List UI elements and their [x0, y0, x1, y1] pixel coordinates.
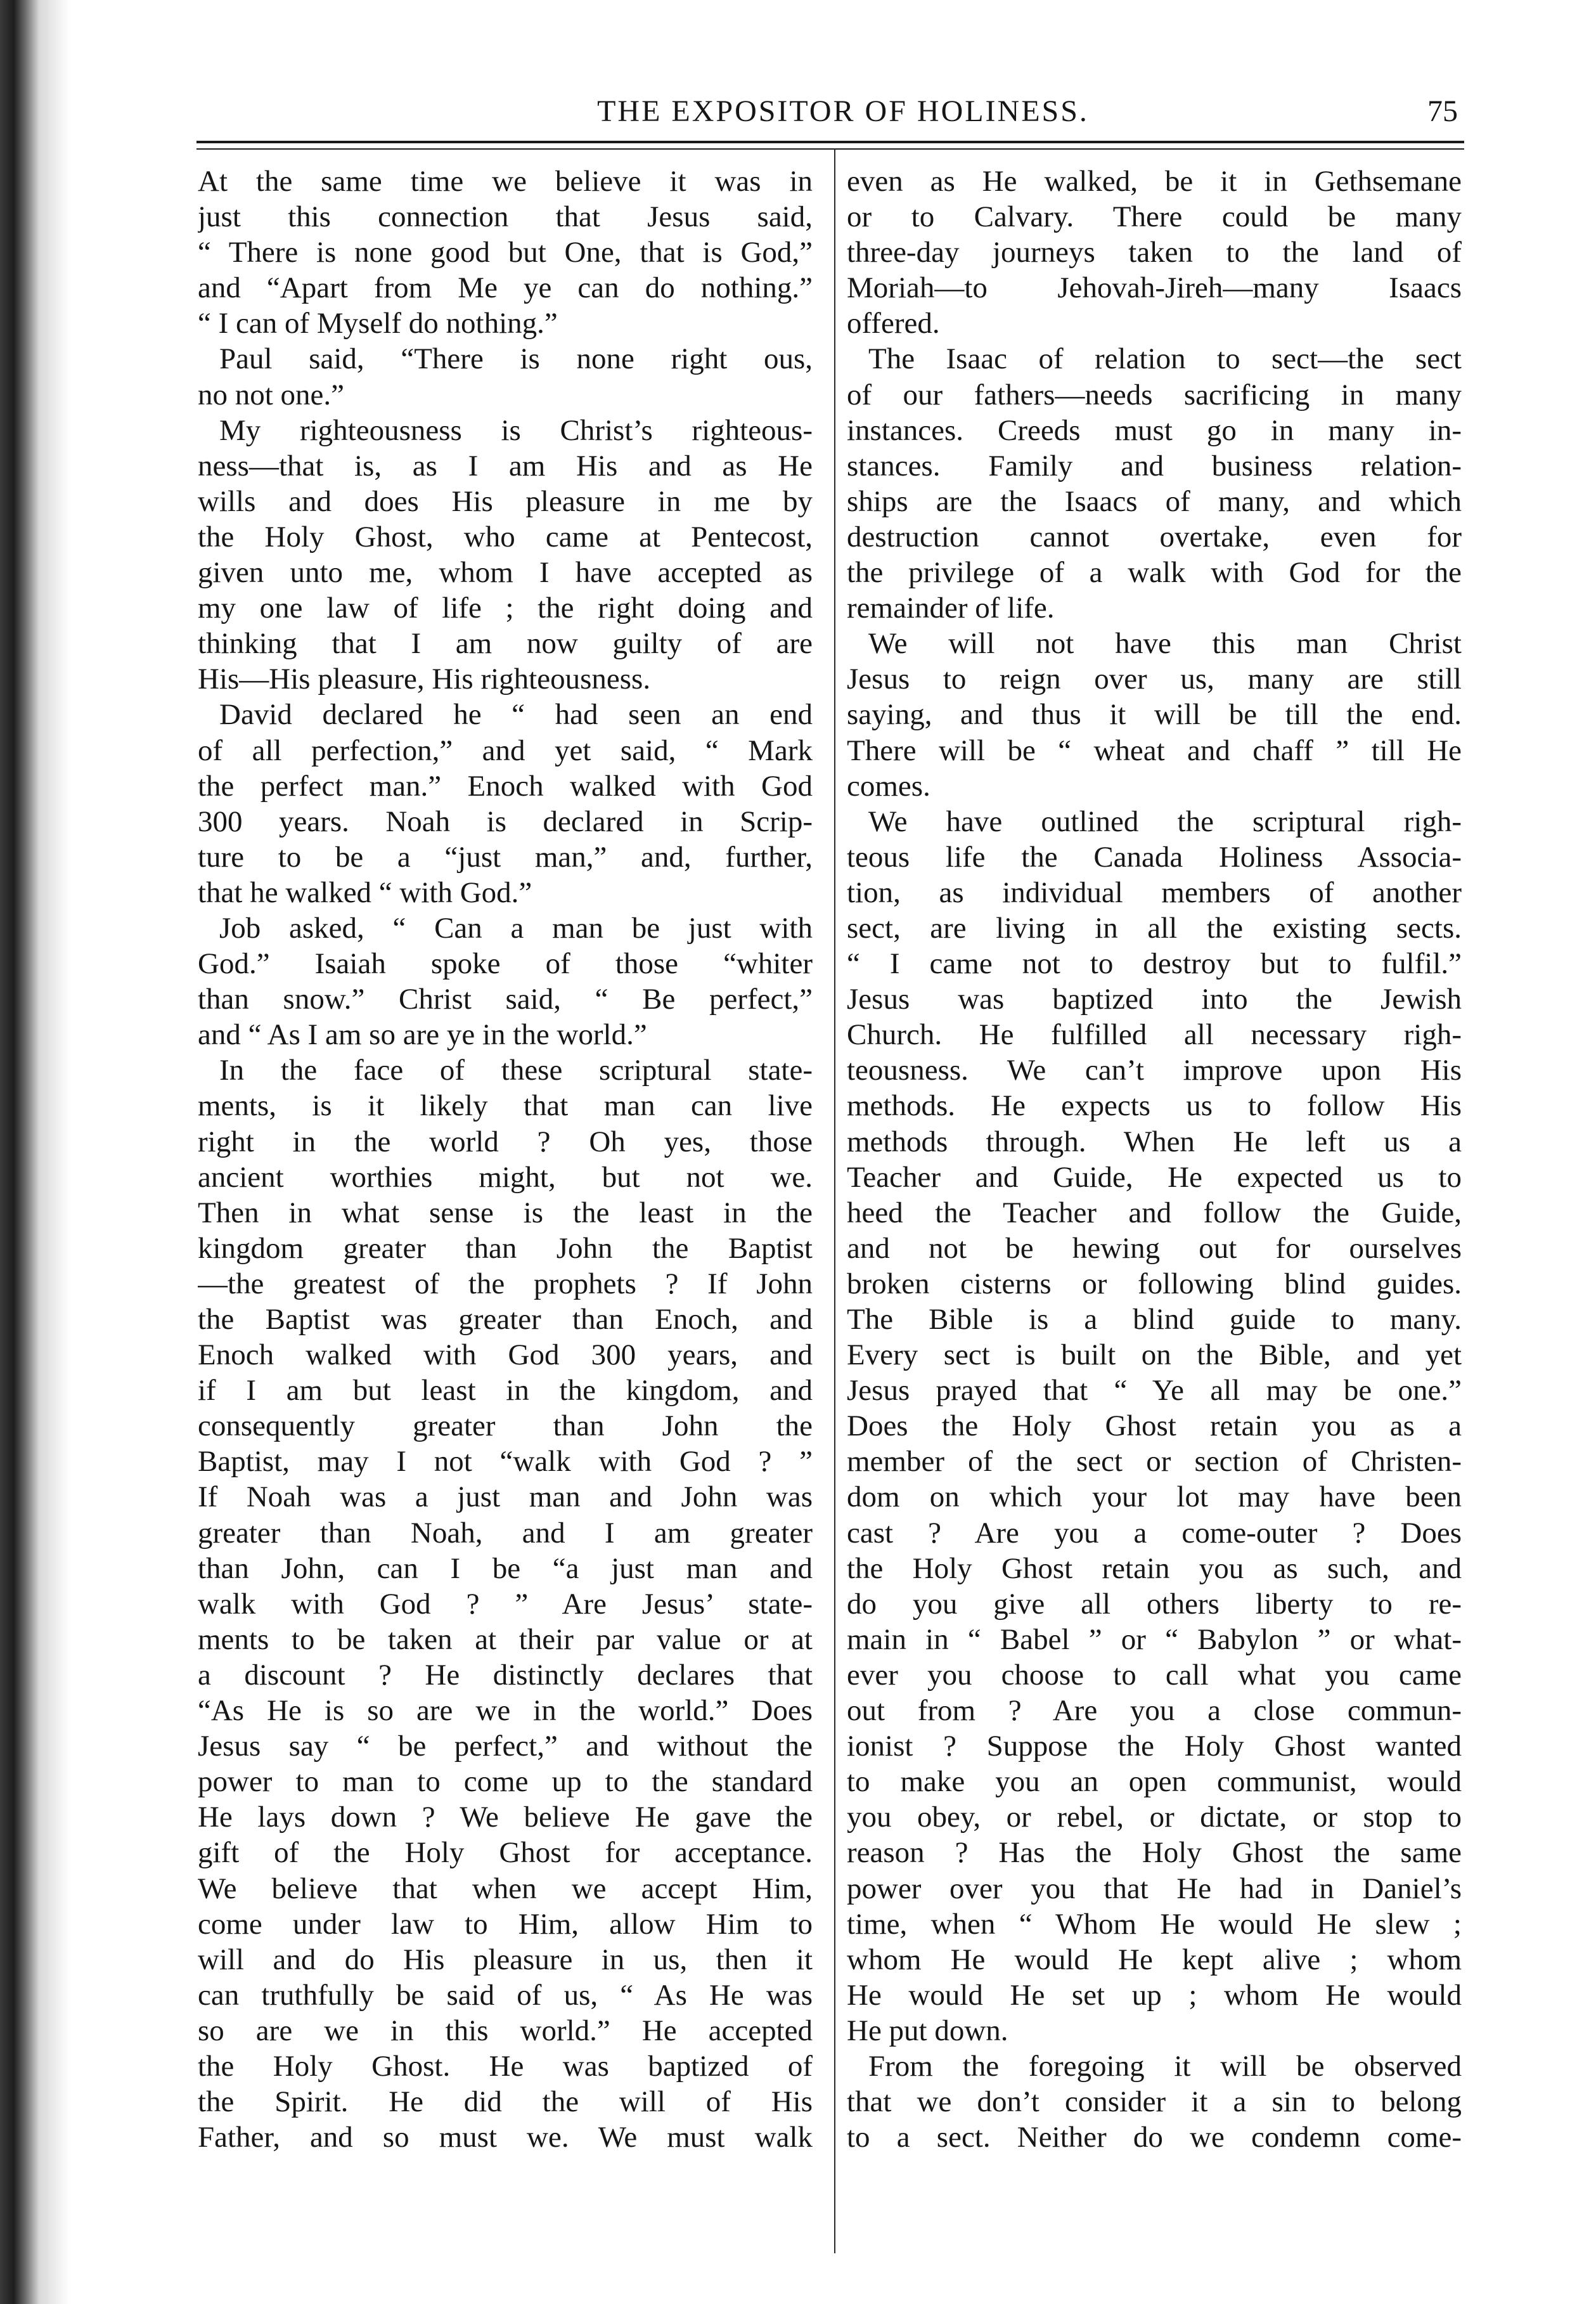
text-line: whom He would He kept alive ; whom	[847, 1943, 1462, 1976]
text-line: reason ? Has the Holy Ghost the same	[847, 1836, 1462, 1870]
text-line: offered.	[847, 307, 940, 340]
text-line: teousness. We can’t improve upon His	[847, 1054, 1462, 1087]
text-line: and “Apart from Me ye can do nothing.”	[198, 271, 813, 305]
text-line: The Isaac of relation to sect—the sect	[868, 342, 1462, 376]
text-line: Every sect is built on the Bible, and yet	[847, 1338, 1462, 1372]
text-line: The Bible is a blind guide to many.	[847, 1303, 1462, 1336]
text-line: do you give all others liberty to re-	[847, 1587, 1462, 1621]
text-line: power to man to come up to the standard	[198, 1765, 813, 1799]
text-line: wills and does His pleasure in me by	[198, 484, 813, 518]
text-line: heed the Teacher and follow the Guide,	[847, 1196, 1462, 1229]
text-line: David declared he “ had seen an end	[219, 698, 813, 732]
text-line: given unto me, whom I have accepted as	[198, 556, 813, 590]
text-line: right in the world ? Oh yes, those	[198, 1125, 813, 1158]
text-line: sect, are living in all the existing sects.	[847, 911, 1462, 945]
text-line: Jesus say “ be perfect,” and without the	[198, 1730, 813, 1763]
text-line: Jesus was baptized into the Jewish	[847, 983, 1462, 1016]
text-line: comes.	[847, 769, 930, 803]
text-line: so are we in this world.” He accepted	[198, 2014, 813, 2047]
text-line: Teacher and Guide, He expected us to	[847, 1160, 1462, 1194]
text-line: —the greatest of the prophets ? If John	[198, 1267, 813, 1300]
text-line: will and do His pleasure in us, then it	[198, 1943, 813, 1976]
text-line: to a sect. Neither do we condemn come-	[847, 2121, 1462, 2154]
text-line: the Holy Ghost, who came at Pentecost,	[198, 520, 813, 553]
text-line: just this connection that Jesus said,	[198, 200, 813, 234]
text-line: saying, and thus it will be till the end.	[847, 698, 1462, 732]
text-line: “ I can of Myself do nothing.”	[198, 307, 558, 340]
text-line: even as He walked, be it in Gethsemane	[847, 165, 1462, 198]
page-binding-edge	[0, 0, 76, 2304]
text-line: my one law of life ; the right doing and	[198, 592, 813, 625]
text-line: teous life the Canada Holiness Associa-	[847, 840, 1462, 874]
running-header-title: THE EXPOSITOR OF HOLINESS.	[597, 94, 1089, 128]
text-line: three-day journeys taken to the land of	[847, 236, 1462, 269]
text-line: no not one.”	[198, 378, 345, 411]
text-line: out from ? Are you a close commun-	[847, 1694, 1462, 1728]
text-line: destruction cannot overtake, even for	[847, 520, 1462, 553]
text-line: consequently greater than John the	[198, 1409, 813, 1443]
text-line: ancient worthies might, but not we.	[198, 1160, 813, 1194]
text-line: He would He set up ; whom He would	[847, 1978, 1462, 2012]
text-line: gift of the Holy Ghost for acceptance.	[198, 1836, 813, 1870]
text-line: the Holy Ghost. He was baptized of	[198, 2049, 813, 2083]
text-line: the Holy Ghost retain you as such, and	[847, 1551, 1462, 1585]
text-line: if I am but least in the kingdom, and	[198, 1374, 813, 1408]
text-line: We believe that when we accept Him,	[198, 1872, 813, 1905]
text-line: broken cisterns or following blind guides.	[847, 1267, 1462, 1300]
text-line: ture to be a “just man,” and, further,	[198, 840, 813, 874]
text-line: He lays down ? We believe He gave the	[198, 1801, 813, 1834]
text-line: thinking that I am now guilty of are	[198, 627, 813, 661]
text-line: than snow.” Christ said, “ Be perfect,”	[198, 983, 813, 1016]
text-line: At the same time we believe it was in	[198, 165, 813, 198]
text-line: the Spirit. He did the will of His	[198, 2085, 813, 2119]
text-line: “ I came not to destroy but to fulfil.”	[847, 947, 1462, 981]
text-line: Jesus to reign over us, many are still	[847, 663, 1462, 696]
text-line: Father, and so must we. We must walk	[198, 2121, 813, 2154]
text-column-right	[847, 164, 1462, 2155]
text-line: ness—that is, as I am His and as He	[198, 449, 813, 482]
text-line: the privilege of a walk with God for the	[847, 556, 1462, 590]
text-line: methods through. When He left us a	[847, 1125, 1462, 1158]
text-line: that we don’t consider it a sin to belong	[847, 2085, 1462, 2119]
text-line: of all perfection,” and yet said, “ Mark	[198, 734, 813, 767]
text-line: main in “ Babel ” or “ Babylon ” or what-	[847, 1622, 1462, 1656]
text-line: walk with God ? ” Are Jesus’ state-	[198, 1587, 813, 1621]
text-line: remainder of life.	[847, 592, 1055, 625]
text-column-left	[198, 164, 813, 2155]
column-divider	[834, 148, 835, 2253]
text-line: power over you that He had in Daniel’s	[847, 1872, 1462, 1905]
text-line: My righteousness is Christ’s righteous-	[219, 413, 813, 447]
text-line: We have outlined the scriptural righ-	[868, 805, 1462, 838]
text-line: can truthfully be said of us, “ As He was	[198, 1978, 813, 2012]
text-line: If Noah was a just man and John was	[198, 1480, 813, 1514]
text-line: stances. Family and business relation-	[847, 449, 1462, 482]
text-line: member of the sect or section of Christen-	[847, 1445, 1462, 1479]
text-line: He put down.	[847, 2014, 1008, 2047]
text-line: cast ? Are you a come-outer ? Does	[847, 1516, 1462, 1550]
text-line: and “ As I am so are ye in the world.”	[198, 1018, 647, 1052]
text-line: that he walked “ with God.”	[198, 876, 532, 909]
header-rule-thin	[196, 148, 1464, 150]
text-line: Baptist, may I not “walk with God ? ”	[198, 1445, 813, 1479]
text-line: tion, as individual members of another	[847, 876, 1462, 909]
text-line: We will not have this man Christ	[868, 627, 1462, 661]
text-line: ships are the Isaacs of many, and which	[847, 484, 1462, 518]
text-line: time, when “ Whom He would He slew ;	[847, 1907, 1462, 1941]
text-line: Church. He fulfilled all necessary righ-	[847, 1018, 1462, 1052]
text-line: “ There is none good but One, that is God,”	[198, 236, 813, 269]
text-line: Then in what sense is the least in the	[198, 1196, 813, 1229]
text-line: or to Calvary. There could be many	[847, 200, 1462, 234]
text-line: Does the Holy Ghost retain you as a	[847, 1409, 1462, 1443]
text-line: of our fathers—needs sacrificing in many	[847, 378, 1462, 411]
text-line: In the face of these scriptural state-	[219, 1054, 813, 1087]
text-line: Moriah—to Jehovah-Jireh—many Isaacs	[847, 271, 1462, 305]
text-line: and not be hewing out for ourselves	[847, 1231, 1462, 1265]
text-line: Paul said, “There is none right ous,	[219, 342, 813, 376]
text-line: “As He is so are we in the world.” Does	[198, 1694, 813, 1728]
text-line: come under law to Him, allow Him to	[198, 1907, 813, 1941]
text-line: the perfect man.” Enoch walked with God	[198, 769, 813, 803]
text-line: you obey, or rebel, or dictate, or stop to	[847, 1801, 1462, 1834]
text-line: the Baptist was greater than Enoch, and	[198, 1303, 813, 1336]
text-line: than John, can I be “a just man and	[198, 1551, 813, 1585]
text-line: ments to be taken at their par value or at	[198, 1622, 813, 1656]
text-line: There will be “ wheat and chaff ” till He	[847, 734, 1462, 767]
text-line: to make you an open communist, would	[847, 1765, 1462, 1799]
text-line: From the foregoing it will be observed	[868, 2049, 1462, 2083]
text-line: methods. He expects us to follow His	[847, 1089, 1462, 1123]
text-line: greater than Noah, and I am greater	[198, 1516, 813, 1550]
text-line: Job asked, “ Can a man be just with	[219, 911, 813, 945]
text-line: a discount ? He distinctly declares that	[198, 1658, 813, 1692]
text-line: ments, is it likely that man can live	[198, 1089, 813, 1123]
text-line: Enoch walked with God 300 years, and	[198, 1338, 813, 1372]
text-line: ever you choose to call what you came	[847, 1658, 1462, 1692]
text-line: His—His pleasure, His righteousness.	[198, 663, 651, 696]
text-line: dom on which your lot may have been	[847, 1480, 1462, 1514]
page-number: 75	[1427, 94, 1458, 128]
header-rule-thick	[196, 141, 1464, 143]
text-line: kingdom greater than John the Baptist	[198, 1231, 813, 1265]
text-line: ionist ? Suppose the Holy Ghost wanted	[847, 1730, 1462, 1763]
text-line: instances. Creeds must go in many in-	[847, 413, 1462, 447]
text-line: God.” Isaiah spoke of those “whiter	[198, 947, 813, 981]
text-line: Jesus prayed that “ Ye all may be one.”	[847, 1374, 1462, 1408]
text-line: 300 years. Noah is declared in Scrip-	[198, 805, 813, 838]
